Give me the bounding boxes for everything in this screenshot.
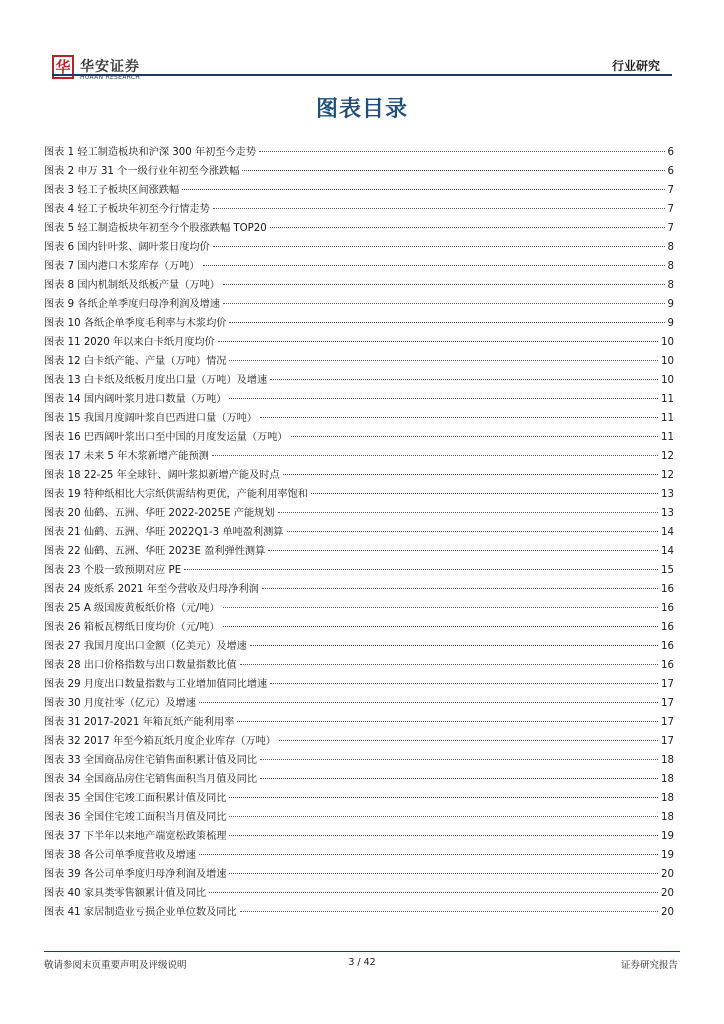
toc-leader-dots — [278, 512, 659, 513]
toc-leader-dots — [223, 303, 665, 304]
toc-entry-page[interactable]: 7 — [667, 223, 674, 234]
toc-entry-page[interactable]: 12 — [661, 451, 674, 462]
figure-toc-list — [44, 143, 674, 922]
logo-name: 华安证券 — [80, 59, 140, 75]
toc-leader-dots — [212, 455, 658, 456]
toc-entry-page[interactable]: 11 — [661, 394, 674, 405]
toc-entry-title[interactable]: 图表 15 我国月度阔叶浆自巴西进口量（万吨） — [44, 413, 258, 424]
page-number: 3 / 42 — [348, 957, 376, 968]
toc-entry[interactable] — [44, 599, 674, 618]
toc-entry[interactable] — [44, 694, 674, 713]
toc-entry-page[interactable]: 8 — [667, 242, 674, 253]
toc-entry[interactable] — [44, 656, 674, 675]
toc-entry[interactable] — [44, 903, 674, 922]
toc-entry-title[interactable]: 图表 37 下半年以来地产端宽松政策梳理 — [44, 831, 227, 842]
toc-entry-page[interactable]: 6 — [667, 147, 674, 158]
toc-leader-dots — [270, 683, 658, 684]
toc-leader-dots — [218, 341, 658, 342]
toc-leader-dots — [213, 208, 665, 209]
toc-entry-page[interactable]: 14 — [661, 546, 674, 557]
toc-entry[interactable] — [44, 561, 674, 580]
toc-entry-page[interactable]: 16 — [661, 603, 674, 614]
toc-entry-page[interactable]: 14 — [661, 527, 674, 538]
toc-entry-title[interactable]: 图表 12 白卡纸产能、产量（万吨）情况 — [44, 356, 227, 367]
toc-entry-page[interactable]: 6 — [667, 166, 674, 177]
toc-leader-dots — [229, 322, 664, 323]
toc-entry-title[interactable]: 图表 39 各公司单季度归母净利润及增速 — [44, 869, 227, 880]
toc-leader-dots — [213, 246, 665, 247]
toc-entry[interactable] — [44, 504, 674, 523]
toc-entry-title[interactable]: 图表 20 仙鹤、五洲、华旺 2022-2025E 产能规划 — [44, 508, 275, 519]
toc-entry-title[interactable]: 图表 27 我国月度出口金额（亿美元）及增速 — [44, 641, 247, 652]
toc-entry-title[interactable]: 图表 17 未来 5 年木浆新增产能预测 — [44, 451, 209, 462]
toc-entry-title[interactable]: 图表 14 国内阔叶浆月进口数量（万吨） — [44, 394, 227, 405]
toc-entry[interactable] — [44, 219, 674, 238]
company-logo — [52, 55, 162, 85]
toc-entry-page[interactable]: 16 — [661, 622, 674, 633]
toc-entry[interactable] — [44, 409, 674, 428]
toc-entry-title[interactable]: 图表 10 各纸企单季度毛利率与木浆均价 — [44, 318, 227, 329]
toc-leader-dots — [250, 645, 658, 646]
toc-leader-dots — [279, 740, 658, 741]
toc-entry-title[interactable]: 图表 8 国内机制纸及纸板产量（万吨） — [44, 280, 220, 291]
toc-leader-dots — [223, 626, 658, 627]
toc-entry-title[interactable]: 图表 35 全国住宅竣工面积累计值及同比 — [44, 793, 227, 804]
toc-leader-dots — [229, 398, 658, 399]
page-header — [0, 0, 724, 90]
toc-leader-dots — [223, 607, 658, 608]
toc-entry[interactable] — [44, 523, 674, 542]
toc-entry-title[interactable]: 图表 38 各公司单季度营收及增速 — [44, 850, 196, 861]
toc-entry[interactable] — [44, 637, 674, 656]
toc-entry[interactable] — [44, 143, 674, 162]
toc-entry-title[interactable]: 图表 4 轻工子板块年初至今行情走势 — [44, 204, 210, 215]
section-label: 行业研究 — [611, 59, 660, 73]
toc-leader-dots — [199, 702, 658, 703]
toc-entry-title[interactable]: 图表 29 月度出口数量指数与工业增加值同比增速 — [44, 679, 268, 690]
toc-entry-title[interactable]: 图表 6 国内针叶浆、阔叶浆日度均价 — [44, 242, 210, 253]
toc-entry-page[interactable]: 17 — [661, 698, 674, 709]
toc-entry[interactable] — [44, 371, 674, 390]
toc-entry[interactable] — [44, 732, 674, 751]
toc-entry[interactable] — [44, 770, 674, 789]
toc-entry-page[interactable]: 7 — [667, 204, 674, 215]
toc-entry-page[interactable]: 12 — [661, 470, 674, 481]
toc-entry-page[interactable]: 19 — [661, 831, 674, 842]
toc-entry[interactable] — [44, 200, 674, 219]
toc-entry-page[interactable]: 11 — [661, 413, 674, 424]
toc-leader-dots — [268, 550, 658, 551]
footer-report-type: 证券研究报告 — [620, 960, 678, 971]
toc-leader-dots — [229, 873, 658, 874]
toc-entry-page[interactable]: 11 — [661, 432, 674, 443]
footer-disclaimer: 敬请参阅末页重要声明及评级说明 — [44, 960, 187, 971]
toc-leader-dots — [240, 664, 658, 665]
toc-entry-title[interactable]: 图表 33 全国商品房住宅销售面积累计值及同比 — [44, 755, 258, 766]
toc-leader-dots — [270, 379, 658, 380]
toc-entry-page[interactable]: 16 — [661, 641, 674, 652]
toc-leader-dots — [182, 189, 664, 190]
toc-entry-title[interactable]: 图表 21 仙鹤、五洲、华旺 2022Q1-3 单吨盈利测算 — [44, 527, 284, 538]
toc-leader-dots — [311, 493, 658, 494]
toc-entry-page[interactable]: 15 — [661, 565, 674, 576]
toc-entry[interactable] — [44, 542, 674, 561]
toc-entry-page[interactable]: 10 — [661, 337, 674, 348]
toc-entry[interactable] — [44, 827, 674, 846]
toc-entry-title[interactable]: 图表 11 2020 年以来白卡纸月度均价 — [44, 337, 215, 348]
toc-leader-dots — [262, 588, 658, 589]
toc-entry-title[interactable]: 图表 40 家具类零售额累计值及同比 — [44, 888, 207, 899]
page-title: 图表目录 — [315, 97, 408, 122]
toc-entry-title[interactable]: 图表 16 巴西阔叶浆出口至中国的月度发运量（万吨） — [44, 432, 288, 443]
toc-entry[interactable] — [44, 846, 674, 865]
toc-entry-page[interactable]: 17 — [661, 736, 674, 747]
toc-entry-title[interactable]: 图表 25 A 级国废黄板纸价格（元/吨） — [44, 603, 220, 614]
toc-entry-title[interactable]: 图表 26 箱板瓦楞纸日度均价（元/吨） — [44, 622, 220, 633]
footer-divider — [44, 951, 680, 952]
toc-leader-dots — [259, 151, 664, 152]
toc-leader-dots — [270, 227, 665, 228]
header-divider — [52, 74, 672, 76]
toc-entry[interactable] — [44, 580, 674, 599]
toc-entry[interactable] — [44, 751, 674, 770]
toc-entry-title[interactable]: 图表 24 废纸系 2021 年至今营收及归母净利润 — [44, 584, 259, 595]
toc-entry-title[interactable]: 图表 23 个股一致预期对应 PE — [44, 565, 182, 576]
logo-subtitle: HUAAN RESEARCH — [80, 74, 141, 81]
toc-entry[interactable] — [44, 333, 674, 352]
toc-entry[interactable] — [44, 181, 674, 200]
toc-entry-title[interactable]: 图表 5 轻工制造板块年初至今个股涨跌幅 TOP20 — [44, 223, 267, 234]
toc-entry-title[interactable]: 图表 34 全国商品房住宅销售面积当月值及同比 — [44, 774, 258, 785]
toc-entry-page[interactable]: 9 — [667, 318, 674, 329]
toc-entry-page[interactable]: 16 — [661, 584, 674, 595]
toc-leader-dots — [237, 721, 658, 722]
toc-leader-dots — [260, 759, 658, 760]
toc-entry[interactable] — [44, 865, 674, 884]
toc-entry-page[interactable]: 19 — [661, 850, 674, 861]
toc-entry-page[interactable]: 18 — [661, 812, 674, 823]
toc-entry-page[interactable]: 17 — [661, 679, 674, 690]
toc-entry-page[interactable]: 18 — [661, 793, 674, 804]
toc-entry-page[interactable]: 13 — [661, 508, 674, 519]
toc-entry-title[interactable]: 图表 18 22-25 年全球针、阔叶浆拟新增产能及时点 — [44, 470, 280, 481]
toc-leader-dots — [199, 854, 658, 855]
toc-entry-page[interactable]: 18 — [661, 755, 674, 766]
toc-leader-dots — [229, 816, 658, 817]
toc-entry-page[interactable]: 8 — [667, 280, 674, 291]
toc-entry-title[interactable]: 图表 19 特种纸相比大宗纸供需结构更优，产能利用率饱和 — [44, 489, 308, 500]
toc-entry[interactable] — [44, 789, 674, 808]
toc-entry-title[interactable]: 图表 41 家居制造业亏损企业单位数及同比 — [44, 907, 237, 918]
toc-entry-page[interactable]: 18 — [661, 774, 674, 785]
toc-leader-dots — [242, 170, 664, 171]
logo-icon: 华 — [52, 55, 74, 79]
toc-entry-page[interactable]: 17 — [661, 717, 674, 728]
toc-leader-dots — [203, 265, 665, 266]
toc-entry-title[interactable]: 图表 36 全国住宅竣工面积当月值及同比 — [44, 812, 227, 823]
toc-entry[interactable] — [44, 257, 674, 276]
toc-leader-dots — [229, 835, 658, 836]
toc-entry[interactable] — [44, 238, 674, 257]
toc-entry-page[interactable]: 7 — [667, 185, 674, 196]
toc-entry-title[interactable]: 图表 13 白卡纸及纸板月度出口量（万吨）及增速 — [44, 375, 268, 386]
toc-entry-title[interactable]: 图表 22 仙鹤、五洲、华旺 2023E 盈利弹性测算 — [44, 546, 266, 557]
toc-entry[interactable] — [44, 675, 674, 694]
toc-entry-title[interactable]: 图表 3 轻工子板块区间涨跌幅 — [44, 185, 180, 196]
toc-entry[interactable] — [44, 276, 674, 295]
toc-entry-page[interactable]: 10 — [661, 375, 674, 386]
toc-entry-title[interactable]: 图表 2 申万 31 个一级行业年初至今涨跌幅 — [44, 166, 240, 177]
toc-leader-dots — [260, 778, 658, 779]
toc-entry-page[interactable]: 13 — [661, 489, 674, 500]
toc-leader-dots — [240, 911, 658, 912]
toc-entry-title[interactable]: 图表 28 出口价格指数与出口数量指数比值 — [44, 660, 237, 671]
toc-entry[interactable] — [44, 808, 674, 827]
toc-leader-dots — [229, 360, 658, 361]
toc-entry[interactable] — [44, 390, 674, 409]
toc-entry-title[interactable]: 图表 1 轻工制造板块和沪深 300 年初至今走势 — [44, 147, 257, 158]
toc-leader-dots — [184, 569, 658, 570]
toc-leader-dots — [260, 417, 658, 418]
toc-entry-title[interactable]: 图表 30 月度社零（亿元）及增速 — [44, 698, 196, 709]
toc-entry-page[interactable]: 20 — [661, 907, 674, 918]
toc-entry[interactable] — [44, 485, 674, 504]
toc-entry-page[interactable]: 20 — [661, 869, 674, 880]
toc-entry[interactable] — [44, 352, 674, 371]
toc-entry-title[interactable]: 图表 32 2017 年至今箱瓦纸月度企业库存（万吨） — [44, 736, 276, 747]
toc-entry[interactable] — [44, 428, 674, 447]
toc-entry[interactable] — [44, 884, 674, 903]
toc-leader-dots — [287, 531, 659, 532]
toc-entry[interactable] — [44, 618, 674, 637]
toc-leader-dots — [229, 797, 658, 798]
toc-entry-page[interactable]: 16 — [661, 660, 674, 671]
toc-leader-dots — [283, 474, 658, 475]
toc-entry[interactable] — [44, 314, 674, 333]
toc-leader-dots — [209, 892, 658, 893]
toc-leader-dots — [223, 284, 665, 285]
toc-entry-page[interactable]: 9 — [667, 299, 674, 310]
toc-entry-title[interactable]: 图表 9 各纸企单季度归母净利润及增速 — [44, 299, 220, 310]
toc-entry[interactable] — [44, 447, 674, 466]
toc-entry[interactable] — [44, 162, 674, 181]
toc-entry-page[interactable]: 10 — [661, 356, 674, 367]
toc-leader-dots — [291, 436, 658, 437]
toc-entry[interactable] — [44, 295, 674, 314]
toc-entry-title[interactable]: 图表 7 国内港口木浆库存（万吨） — [44, 261, 200, 272]
toc-entry[interactable] — [44, 713, 674, 732]
toc-entry-page[interactable]: 20 — [661, 888, 674, 899]
toc-entry-page[interactable]: 8 — [667, 261, 674, 272]
toc-entry-title[interactable]: 图表 31 2017-2021 年箱瓦纸产能利用率 — [44, 717, 235, 728]
toc-entry[interactable] — [44, 466, 674, 485]
